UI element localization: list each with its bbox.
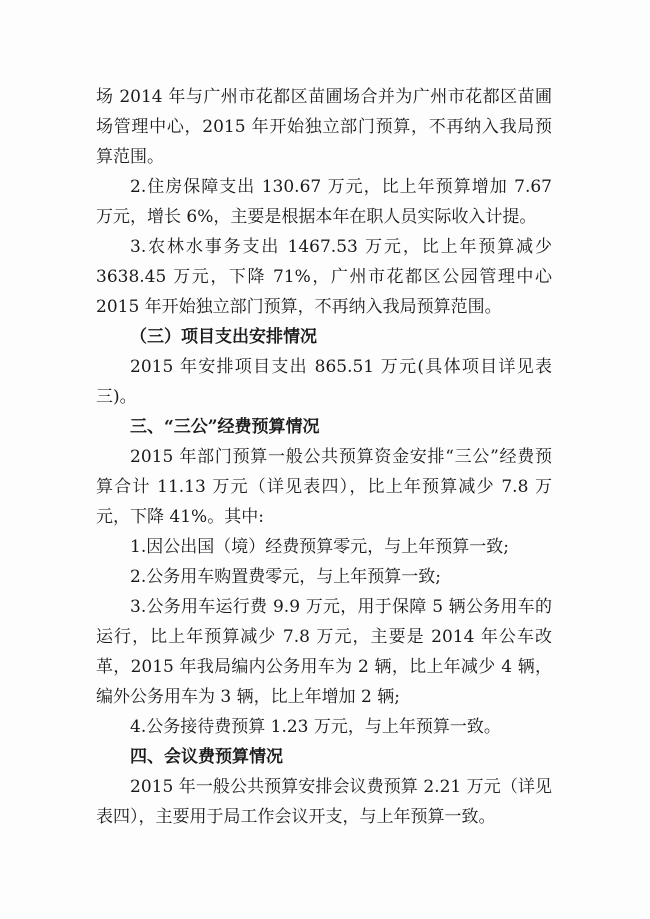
- paragraph-project-expense: 2015 年安排项目支出 865.51 万元(具体项目详见表三)。: [96, 357, 552, 407]
- heading-three-public-expenses: 三、“三公”经费预算情况: [130, 417, 320, 437]
- subheading-project-expense: （三）项目支出安排情况: [130, 327, 317, 347]
- paragraph-housing-expense: 2.住房保障支出 130.67 万元，比上年预算增加 7.67 万元，增长 6%，主要是根据本年在职人员实际收入计提。: [96, 177, 552, 227]
- paragraph-three-public-total: 2015 年部门预算一般公共预算资金安排“三公”经费预算合计 11.13 万元（详见表四），比上年预算减少 7.8 万元，下降 41%。其中:: [96, 447, 552, 527]
- heading-meeting-expenses: 四、会议费预算情况: [130, 747, 283, 767]
- paragraph-vehicle-purchase: 2.公务用车购置费零元，与上年预算一致;: [130, 567, 441, 587]
- paragraph-continuation: 场 2014 年与广州市花都区苗圃场合并为广州市花都区苗圃场管理中心，2015 年开始独立部门预算，不再纳入我局预算范围。: [96, 87, 552, 167]
- document-body: [96, 82, 552, 832]
- paragraph-meeting-expenses: 2015 年一般公共预算安排会议费预算 2.21 万元（详见表四），主要用于局工作会议开支，与上年预算一致。: [96, 777, 552, 827]
- paragraph-reception: 4.公务接待费预算 1.23 万元，与上年预算一致。: [130, 717, 501, 737]
- paragraph-agriculture-expense: 3.农林水事务支出 1467.53 万元，比上年预算减少 3638.45 万元，下降 71%，广州市花都区公园管理中心 2015 年开始独立部门预算，不再纳入我局预算范围。: [96, 237, 552, 317]
- paragraph-overseas-travel: 1.因公出国（境）经费预算零元，与上年预算一致;: [130, 537, 509, 557]
- paragraph-vehicle-operation: 3.公务用车运行费 9.9 万元，用于保障 5 辆公务用车的运行，比上年预算减少 7.8 万元，主要是 2014 年公车改革，2015 年我局编内公务用车为 2 辆，比上年减少 4 辆，编外公务用车为 3 辆，比上年增加 2 辆;: [96, 597, 552, 707]
